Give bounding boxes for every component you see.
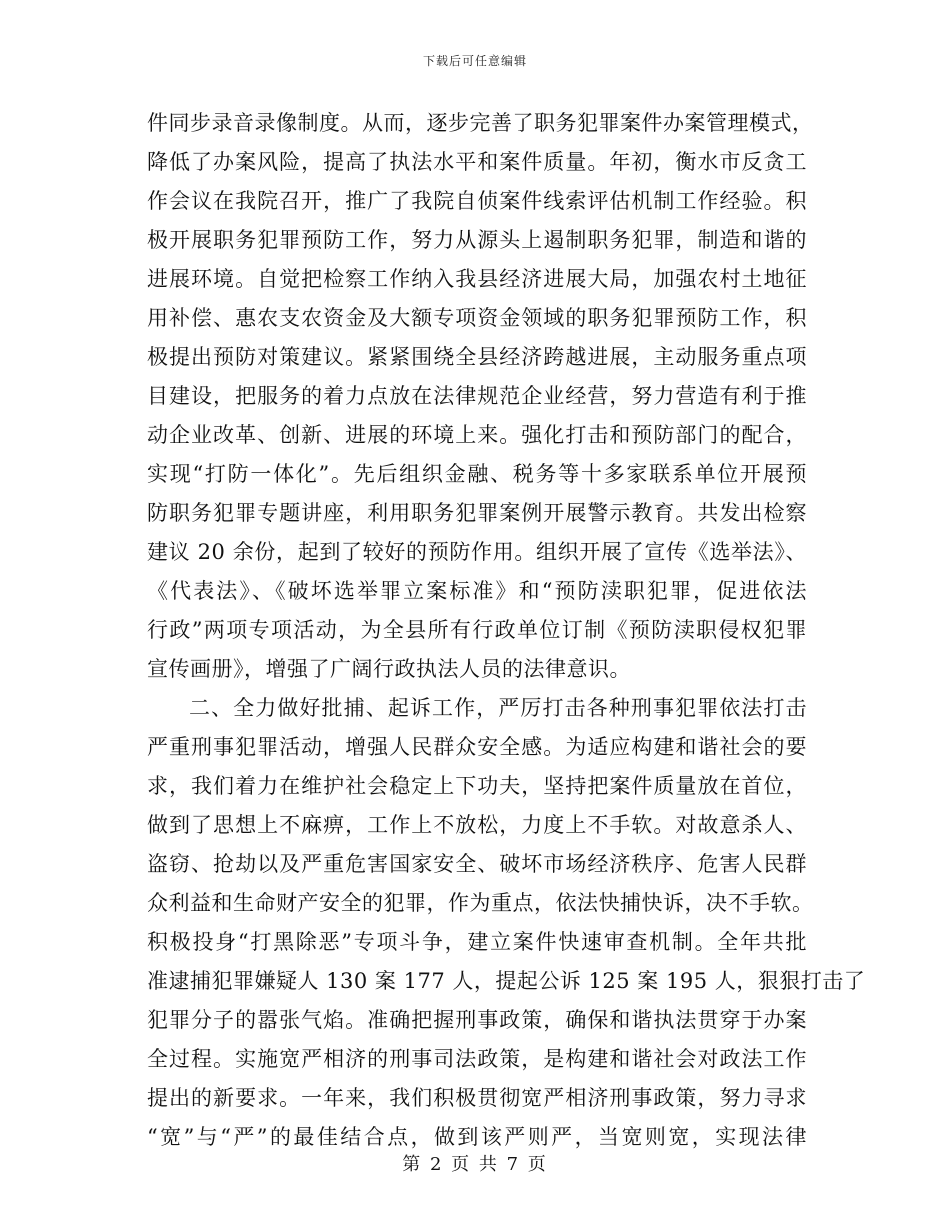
document-body <box>147 104 866 1157</box>
text-line: 《代表法》、《破坏选举罪立案标准》和“预防渎职犯罪，促进依法 <box>147 579 807 603</box>
text-line: 盗窃、抢劫以及严重危害国家安全、破坏市场经济秩序、危害人民群 <box>147 852 807 876</box>
text-line: 实现“打防一体化”。先后组织金融、税务等十多家联系单位开展预 <box>147 462 807 486</box>
text-line: 提出的新要求。一年来，我们积极贯彻宽严相济刑事政策，努力寻求 <box>147 1086 807 1110</box>
text-line: 二、全力做好批捕、起诉工作，严厉打击各种刑事犯罪依法打击 <box>189 696 807 720</box>
text-line: 行政”两项专项活动，为全县所有行政单位订制《预防渎职侵权犯罪 <box>147 618 807 642</box>
text-line: 建议 20 余份，起到了较好的预防作用。组织开展了宣传《选举法》、 <box>147 540 807 564</box>
text-line: “宽”与“严”的最佳结合点，做到该严则严，当宽则宽，实现法律 <box>147 1125 807 1149</box>
text-line: 件同步录音录像制度。从而，逐步完善了职务犯罪案件办案管理模式， <box>147 111 814 135</box>
page-header: 下载后可任意编辑 <box>422 54 527 68</box>
text-line: 目建设，把服务的着力点放在法律规范企业经营，努力营造有利于推 <box>147 384 807 408</box>
page-number-footer: 第 2 页 共 7 页 <box>402 1154 548 1175</box>
text-line: 进展环境。自觉把检察工作纳入我县经济进展大局，加强农村土地征 <box>147 267 807 291</box>
text-line: 动企业改革、创新、进展的环境上来。强化打击和预防部门的配合， <box>147 423 807 447</box>
text-line: 众利益和生命财产安全的犯罪，作为重点，依法快捕快诉，决不手软。 <box>147 891 814 915</box>
text-line: 犯罪分子的嚣张气焰。准确把握刑事政策，确保和谐执法贯穿于办案 <box>147 1008 807 1032</box>
text-line: 严重刑事犯罪活动，增强人民群众安全感。为适应构建和谐社会的要 <box>147 735 807 759</box>
text-line: 降低了办案风险，提高了执法水平和案件质量。年初，衡水市反贪工 <box>147 150 807 174</box>
text-line: 极提出预防对策建议。紧紧围绕全县经济跨越进展，主动服务重点项 <box>147 345 807 369</box>
text-line: 宣传画册》，增强了广阔行政执法人员的法律意识。 <box>147 657 631 681</box>
text-line: 作会议在我院召开，推广了我院自侦案件线索评估机制工作经验。积 <box>147 189 807 213</box>
text-line: 全过程。实施宽严相济的刑事司法政策，是构建和谐社会对政法工作 <box>147 1047 807 1071</box>
text-line: 用补偿、惠农支农资金及大额专项资金领域的职务犯罪预防工作，积 <box>147 306 807 330</box>
text-line: 求，我们着力在维护社会稳定上下功夫，坚持把案件质量放在首位， <box>147 774 807 798</box>
text-line: 极开展职务犯罪预防工作，努力从源头上遏制职务犯罪，制造和谐的 <box>147 228 807 252</box>
text-line: 做到了思想上不麻痹，工作上不放松，力度上不手软。对故意杀人、 <box>147 813 807 837</box>
text-line: 准逮捕犯罪嫌疑人 130 案 177 人，提起公诉 125 案 195 人，狠狠打击了 <box>147 969 866 993</box>
text-line: 积极投身“打黑除恶”专项斗争，建立案件快速审查机制。全年共批 <box>147 930 807 954</box>
text-line: 防职务犯罪专题讲座，利用职务犯罪案例开展警示教育。共发出检察 <box>147 501 807 525</box>
